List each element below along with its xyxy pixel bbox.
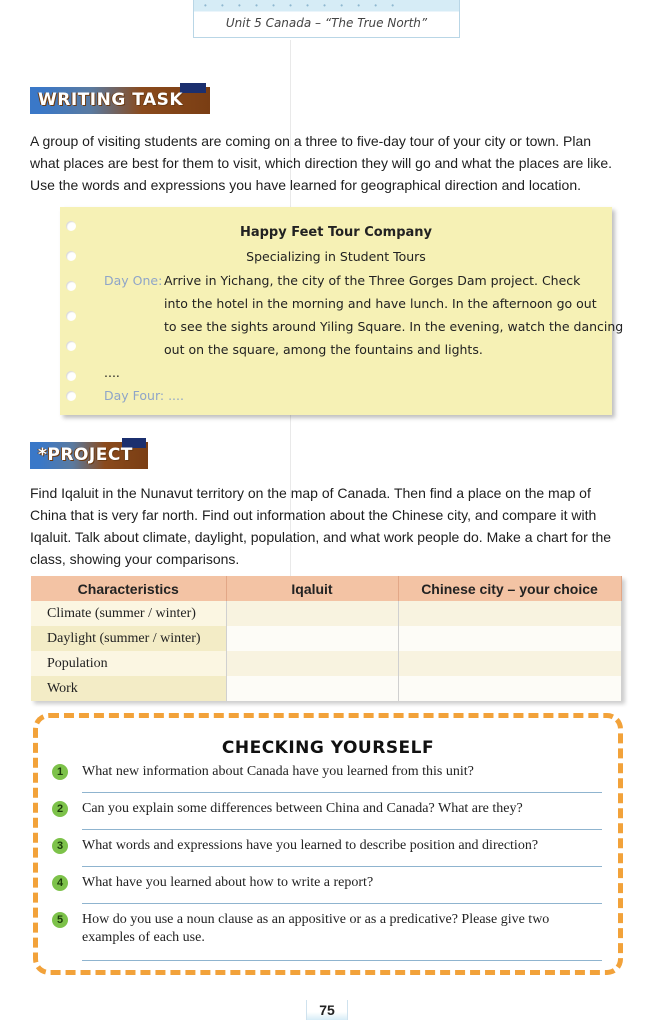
row-label: Daylight (summer / winter) (31, 626, 226, 651)
item-number: 2 (52, 801, 68, 817)
day-four-label: Day Four: .... (104, 388, 184, 403)
row-label: Work (31, 676, 226, 701)
day-one-line: into the hotel in the morning and have lunch. In the afternoon go out (164, 296, 597, 311)
itinerary-ellipsis: .... (104, 365, 120, 380)
row-label: Population (31, 651, 226, 676)
table-header-row (31, 576, 621, 601)
question-text: How do you use a noun clause as an appositive or as a predicative? Please give two examples of each use. (82, 912, 550, 945)
day-one-line: to see the sights around Yiling Square. In the evening, watch the dancing (164, 319, 624, 334)
day-one-label: Day One: (104, 273, 163, 288)
page-number: 75 (306, 1000, 348, 1020)
answer-line (82, 903, 602, 904)
project-paragraph: Find Iqaluit in the Nunavut territory on the map of Canada. Then find a place on the map of China that is very far north. Find out information about the Chinese city, and compare it with Iqaluit. Talk about climate, daylight, population, and what work people do. Make a chart for the class, showing your comparisons. (30, 485, 612, 567)
unit-title: Unit 5 Canada – “The True North” (225, 16, 428, 30)
writing-task-banner (30, 87, 210, 114)
project-heading: *PROJECT (38, 445, 133, 465)
comparison-table (31, 576, 622, 701)
column-header: Characteristics (31, 576, 226, 601)
table-row (31, 676, 621, 701)
question-text: What new information about Canada have you learned from this unit? (82, 764, 474, 779)
day-one-line: out on the square, among the fountains and lights. (164, 342, 483, 357)
checking-yourself-box (33, 713, 623, 975)
page-header (193, 0, 460, 38)
item-number: 1 (52, 764, 68, 780)
day-one-line: Arrive in Yichang, the city of the Three Gorges Dam project. Check (164, 273, 581, 288)
item-number: 4 (52, 875, 68, 891)
column-header: Iqaluit (226, 576, 398, 601)
table-row (31, 651, 621, 676)
header-decoration: • • • • • • • • • • • • (204, 1, 401, 10)
answer-line (82, 829, 602, 830)
tour-company-subtitle: Specializing in Student Tours (246, 249, 426, 264)
table-row (31, 626, 621, 651)
question-text: What words and expressions have you learned to describe position and direction? (82, 838, 539, 853)
project-banner (30, 442, 148, 469)
answer-line (82, 866, 602, 867)
tour-company-name: Happy Feet Tour Company (239, 225, 433, 240)
column-header: Chinese city – your choice (398, 576, 621, 601)
question-text: Can you explain some differences between China and Canada? What are they? (82, 801, 523, 816)
answer-line (82, 792, 602, 793)
answer-line (82, 960, 602, 961)
writing-task-heading: WRITING TASK (38, 90, 184, 110)
table-row (31, 601, 621, 626)
writing-task-paragraph: A group of visiting students are coming on a three to five-day tour of your city or town. Plan what places are best for them to visit, which direction they will go and what the places are like. Use the words and expressions you have learned for geographical direction and location. (30, 133, 613, 193)
checking-yourself-title: CHECKING YOURSELF (221, 738, 435, 758)
item-number: 3 (52, 838, 68, 854)
question-text: What have you learned about how to write a report? (82, 875, 374, 890)
row-label: Climate (summer / winter) (31, 601, 226, 626)
item-number: 5 (52, 912, 68, 928)
tour-itinerary-note (60, 207, 624, 415)
